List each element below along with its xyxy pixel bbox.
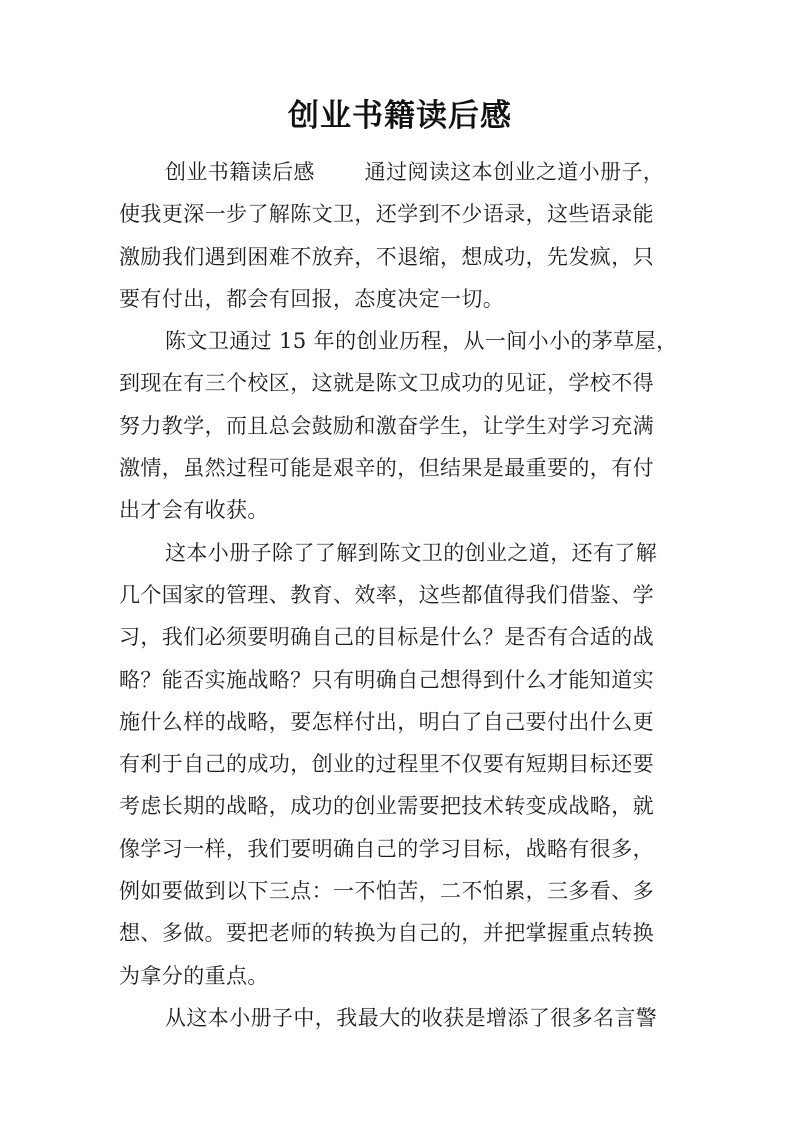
paragraph xyxy=(119,326,681,537)
text-line: 激励我们遇到困难不放弃，不退缩，想成功，先发疯，只 xyxy=(119,244,654,269)
document-body xyxy=(119,157,681,1045)
text-line: 从这本小册子中，我最大的收获是增添了很多名言警 xyxy=(165,1005,658,1030)
text-line: 使我更深一步了解陈文卫，还学到不少语录，这些语录能 xyxy=(119,202,654,227)
text-line: 要有付出，都会有回报，态度决定一切。 xyxy=(119,286,505,311)
text-line: 习，我们必须要明确自己的目标是什么？是否有合适的战 xyxy=(119,625,654,650)
text-line: 几个国家的管理、教育、效率，这些都值得我们借鉴、学 xyxy=(119,582,654,607)
text-line: 考虑长期的战略，成功的创业需要把技术转变成战略，就 xyxy=(119,794,654,819)
paragraph xyxy=(119,538,681,1003)
text-line: 激情，虽然过程可能是艰辛的，但结果是最重要的，有付 xyxy=(119,456,654,481)
text-line: 出才会有收获。 xyxy=(119,498,269,523)
paragraph xyxy=(119,157,681,326)
text-line: 想、多做。要把老师的转换为自己的，并把掌握重点转换 xyxy=(119,921,654,946)
text-line: 努力教学，而且总会鼓励和激奋学生，让学生对学习充满 xyxy=(119,413,654,438)
text-line: 创业书籍读后感 通过阅读这本创业之道小册子， xyxy=(165,160,665,184)
paragraph xyxy=(119,1003,681,1045)
text-line: 陈文卫通过 15 年的创业历程，从一间小小的茅草屋， xyxy=(165,329,678,354)
text-line: 略？能否实施战略？只有明确自己想得到什么才能知道实 xyxy=(119,667,654,692)
text-line: 例如要做到以下三点：一不怕苦，二不怕累，三多看、多 xyxy=(119,879,654,904)
text-line: 像学习一样，我们要明确自己的学习目标，战略有很多， xyxy=(119,836,654,861)
text-line: 为拿分的重点。 xyxy=(119,963,269,988)
text-line: 到现在有三个校区，这就是陈文卫成功的见证，学校不得 xyxy=(119,371,654,396)
text-line: 有利于自己的成功，创业的过程里不仅要有短期目标还要 xyxy=(119,752,654,777)
text-line: 施什么样的战略，要怎样付出，明白了自己要付出什么更 xyxy=(119,709,654,734)
text-line: 这本小册子除了了解到陈文卫的创业之道，还有了解 xyxy=(165,540,658,565)
document-title: 创业书籍读后感 xyxy=(288,98,512,134)
